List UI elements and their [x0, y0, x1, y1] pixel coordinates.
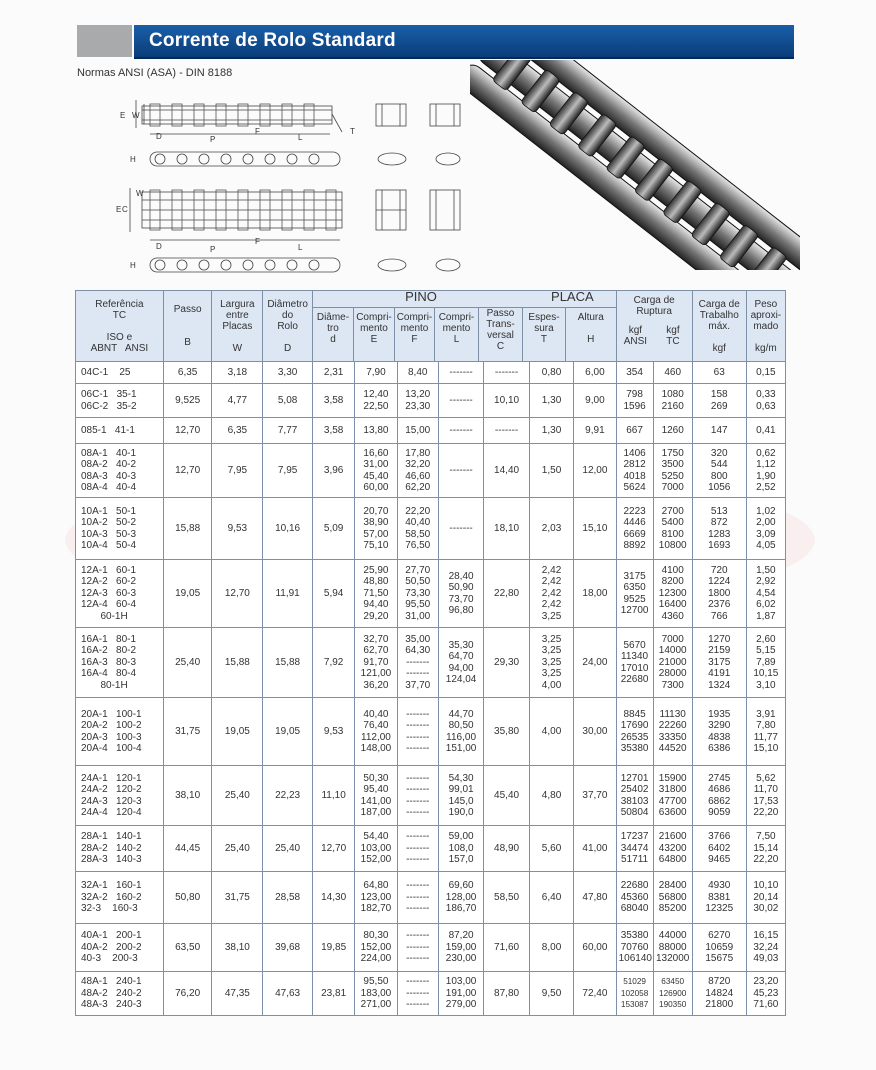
cell-ref: 10A-1 50-1 10A-2 50-2 10A-3 50-3 10A-4 50-4 [76, 498, 164, 560]
cell-altura: 12,00 [574, 444, 616, 498]
table-row [76, 418, 786, 444]
cell-diametro-rolo: 11,91 [263, 560, 313, 628]
chain-technical-drawings [110, 92, 480, 282]
cell-passo-transversal: 48,90 [484, 826, 529, 872]
cell-largura: 7,95 [212, 444, 263, 498]
cell-carga-trabalho: 147 [692, 418, 746, 444]
label-h-duplex: H [130, 261, 136, 270]
cell-kgf-ansi: 1406 2812 4018 5624 [616, 444, 653, 498]
cell-peso: 1,02 2,00 3,09 4,05 [746, 498, 785, 560]
cell-comprimento-l: 87,20 159,00 230,00 [438, 924, 483, 972]
header-kgf-ansi: kgf ANSI [623, 325, 648, 347]
header-peso-label: Peso aproxi- mado [750, 298, 782, 332]
cell-comprimento-l: 59,00 108,0 157,0 [438, 826, 483, 872]
cell-passo: 50,80 [163, 872, 212, 924]
cell-ref: 40A-1 200-1 40A-2 200-2 40-3 200-3 [76, 924, 164, 972]
label-p-duplex: P [210, 245, 216, 254]
cell-comprimento-e: 54,40 103,00 152,00 [355, 826, 397, 872]
cell-ref: 16A-1 80-1 16A-2 80-2 16A-3 80-3 16A-4 80-4 80-1H [76, 628, 164, 698]
cell-altura: 47,80 [574, 872, 616, 924]
label-d: D [156, 132, 162, 141]
cell-peso: 0,41 [746, 418, 785, 444]
chain-photo [470, 60, 800, 270]
cell-comprimento-e: 95,50 183,00 271,00 [355, 972, 397, 1016]
header-passo-transversal: Passo Trans- versal C [479, 308, 523, 361]
duplex-side-view [150, 258, 460, 272]
cell-diametro-rolo: 47,63 [263, 972, 313, 1016]
cell-diametro-rolo: 19,05 [263, 698, 313, 766]
header-comprimento-l: Compri- mento L [435, 308, 479, 361]
cell-peso: 16,15 32,24 49,03 [746, 924, 785, 972]
cell-comprimento-e: 40,40 76,40 112,00 148,00 [355, 698, 397, 766]
page-title: Corrente de Rolo Standard [149, 30, 396, 51]
cell-passo: 6,35 [163, 362, 212, 384]
header-diametro-label: Diâmetro do Rolo [267, 298, 308, 332]
label-h: H [130, 155, 136, 164]
cell-ref: 28A-1 140-1 28A-2 140-2 28A-3 140-3 [76, 826, 164, 872]
cell-largura: 47,35 [212, 972, 263, 1016]
cell-peso: 0,33 0,63 [746, 384, 785, 418]
cell-passo: 12,70 [163, 444, 212, 498]
cell-kgf-tc: 2700 5400 8100 10800 [653, 498, 692, 560]
cell-diametro-rolo: 28,58 [263, 872, 313, 924]
cell-diametro-rolo: 3,30 [263, 362, 313, 384]
cell-diametro-rolo: 22,23 [263, 766, 313, 826]
cell-altura: 9,91 [574, 418, 616, 444]
label-f: F [255, 127, 260, 136]
cell-largura: 12,70 [212, 560, 263, 628]
cell-altura: 24,00 [574, 628, 616, 698]
cell-diametro-rolo: 25,40 [263, 826, 313, 872]
cell-ref: 12A-1 60-1 12A-2 60-2 12A-3 60-3 12A-4 60-4 60-1H [76, 560, 164, 628]
cell-passo: 19,05 [163, 560, 212, 628]
cell-kgf-ansi: 51029 102058 153087 [616, 972, 653, 1016]
norms-text: Normas ANSI (ASA) - DIN 8188 [77, 67, 233, 79]
header-carga-ruptura [616, 291, 692, 362]
cell-passo-transversal: 18,10 [484, 498, 529, 560]
cell-comprimento-l: 28,40 50,90 73,70 96,80 [438, 560, 483, 628]
header-referencia [76, 291, 164, 362]
table-row [76, 972, 786, 1016]
cell-kgf-tc: 460 [653, 362, 692, 384]
cell-ref: 48A-1 240-1 48A-2 240-2 48A-3 240-3 [76, 972, 164, 1016]
header-largura-w: W [232, 342, 243, 354]
cell-passo: 25,40 [163, 628, 212, 698]
header-kgf-tc: kgf TC [666, 325, 680, 347]
table-row [76, 444, 786, 498]
cell-comprimento-f: ------- ------- ------- [397, 924, 438, 972]
cell-carga-trabalho: 320 544 800 1056 [692, 444, 746, 498]
cell-passo-transversal: ------- [484, 418, 529, 444]
header-diametro [263, 291, 313, 362]
label-e: E [120, 111, 126, 120]
table-row [76, 924, 786, 972]
cell-kgf-tc: 21600 43200 64800 [653, 826, 692, 872]
cell-diametro-rolo: 7,95 [263, 444, 313, 498]
header-peso [746, 291, 785, 362]
cell-espessura: 5,60 [529, 826, 573, 872]
cell-carga-trabalho: 1935 3290 4838 6386 [692, 698, 746, 766]
cell-comprimento-e: 20,70 38,90 57,00 75,10 [355, 498, 397, 560]
table-row [76, 698, 786, 766]
header-ref-tc: TC [112, 309, 127, 321]
cell-passo-transversal: ------- [484, 362, 529, 384]
table-row [76, 628, 786, 698]
cell-passo: 12,70 [163, 418, 212, 444]
cell-pino-diametro: 23,81 [312, 972, 354, 1016]
cell-altura: 37,70 [574, 766, 616, 826]
cell-comprimento-e: 7,90 [355, 362, 397, 384]
cell-carga-trabalho: 2745 4686 6862 9059 [692, 766, 746, 826]
cell-kgf-tc: 1260 [653, 418, 692, 444]
cell-comprimento-f: 22,20 40,40 58,50 76,50 [397, 498, 438, 560]
cell-passo: 9,525 [163, 384, 212, 418]
cell-carga-trabalho: 720 1224 1800 2376 766 [692, 560, 746, 628]
cell-comprimento-f: ------- ------- ------- ------- [397, 766, 438, 826]
cell-peso: 5,62 11,70 17,53 22,20 [746, 766, 785, 826]
cell-espessura: 8,00 [529, 924, 573, 972]
cell-espessura: 2,03 [529, 498, 573, 560]
label-p: P [210, 135, 216, 144]
cell-carga-trabalho: 6270 10659 15675 [692, 924, 746, 972]
cell-pino-diametro: 3,58 [312, 418, 354, 444]
cell-passo: 63,50 [163, 924, 212, 972]
cell-pino-diametro: 14,30 [312, 872, 354, 924]
cell-comprimento-e: 12,40 22,50 [355, 384, 397, 418]
cell-carga-trabalho: 158 269 [692, 384, 746, 418]
cell-kgf-ansi: 3175 6350 9525 12700 [616, 560, 653, 628]
cell-carga-trabalho: 4930 8381 12325 [692, 872, 746, 924]
cell-comprimento-f: 13,20 23,30 [397, 384, 438, 418]
cell-passo-transversal: 29,30 [484, 628, 529, 698]
cell-pino-diametro: 5,94 [312, 560, 354, 628]
cell-altura: 72,40 [574, 972, 616, 1016]
cell-largura: 9,53 [212, 498, 263, 560]
cell-comprimento-f: ------- ------- ------- [397, 872, 438, 924]
cell-pino-diametro: 12,70 [312, 826, 354, 872]
cell-kgf-ansi: 354 [616, 362, 653, 384]
cell-passo-transversal: 22,80 [484, 560, 529, 628]
cell-passo-transversal: 14,40 [484, 444, 529, 498]
cell-comprimento-e: 13,80 [355, 418, 397, 444]
cell-pino-diametro: 7,92 [312, 628, 354, 698]
cell-kgf-tc: 11130 22260 33350 44520 [653, 698, 692, 766]
cell-kgf-tc: 1750 3500 5250 7000 [653, 444, 692, 498]
header-carga-trabalho-label: Carga de Trabalho máx. [698, 298, 740, 332]
duplex-top-view [130, 188, 342, 240]
header-altura: Altura H [577, 312, 604, 345]
cell-comprimento-l: 54,30 99,01 145,0 190,0 [438, 766, 483, 826]
simplex-end-views [376, 104, 460, 126]
cell-kgf-ansi: 5670 11340 17010 22680 [616, 628, 653, 698]
cell-pino-diametro: 5,09 [312, 498, 354, 560]
cell-altura: 60,00 [574, 924, 616, 972]
cell-ref: 08A-1 40-1 08A-2 40-2 08A-3 40-3 08A-4 40-4 [76, 444, 164, 498]
cell-passo: 76,20 [163, 972, 212, 1016]
cell-kgf-tc: 7000 14000 21000 28000 7300 [653, 628, 692, 698]
cell-kgf-ansi: 2223 4446 6669 8892 [616, 498, 653, 560]
cell-carga-trabalho: 8720 14824 21800 [692, 972, 746, 1016]
label-w-duplex: W [136, 189, 144, 198]
cell-largura: 38,10 [212, 924, 263, 972]
cell-largura: 4,77 [212, 384, 263, 418]
header-comprimento-e: Compri- mento E [354, 308, 395, 361]
header-passo-b: B [184, 337, 191, 348]
cell-peso: 23,20 45,23 71,60 [746, 972, 785, 1016]
cell-espessura: 1,30 [529, 384, 573, 418]
cell-comprimento-f: ------- ------- ------- [397, 826, 438, 872]
label-t: T [350, 127, 355, 136]
header-passo [163, 291, 212, 362]
header-placa: PLACA [551, 289, 594, 304]
cell-passo-transversal: 71,60 [484, 924, 529, 972]
header-carga-ruptura-label: Carga de Ruptura [633, 295, 675, 317]
cell-espessura: 3,25 3,25 3,25 3,25 4,00 [529, 628, 573, 698]
label-c: C [122, 205, 128, 214]
table-row [76, 766, 786, 826]
cell-passo-transversal: 10,10 [484, 384, 529, 418]
cell-comprimento-l: ------- [438, 362, 483, 384]
header-espessura: Espes- sura T [523, 308, 566, 361]
cell-passo-transversal: 87,80 [484, 972, 529, 1016]
cell-peso: 7,50 15,14 22,20 [746, 826, 785, 872]
cell-passo: 44,45 [163, 826, 212, 872]
cell-espessura: 0,80 [529, 362, 573, 384]
cell-altura: 41,00 [574, 826, 616, 872]
cell-carga-trabalho: 63 [692, 362, 746, 384]
header-largura [212, 291, 263, 362]
cell-comprimento-l: ------- [438, 444, 483, 498]
cell-comprimento-l: ------- [438, 384, 483, 418]
cell-espessura: 9,50 [529, 972, 573, 1016]
cell-carga-trabalho: 1270 2159 3175 4191 1324 [692, 628, 746, 698]
table-row [76, 872, 786, 924]
cell-comprimento-l: 35,30 64,70 94,00 124,04 [438, 628, 483, 698]
cell-peso: 0,62 1,12 1,90 2,52 [746, 444, 785, 498]
cell-comprimento-l: 103,00 191,00 279,00 [438, 972, 483, 1016]
cell-pino-diametro: 3,58 [312, 384, 354, 418]
label-e-duplex: E [116, 205, 122, 214]
cell-passo: 15,88 [163, 498, 212, 560]
header-carga-trabalho [692, 291, 746, 362]
cell-espessura: 4,80 [529, 766, 573, 826]
spec-table-body [76, 362, 786, 1016]
cell-pino-diametro: 2,31 [312, 362, 354, 384]
cell-kgf-ansi: 22680 45360 68040 [616, 872, 653, 924]
cell-comprimento-e: 80,30 152,00 224,00 [355, 924, 397, 972]
cell-comprimento-e: 16,60 31,00 45,40 60,00 [355, 444, 397, 498]
cell-kgf-tc: 63450 126900 190350 [653, 972, 692, 1016]
cell-peso: 3,91 7,80 11,77 15,10 [746, 698, 785, 766]
cell-kgf-ansi: 798 1596 [616, 384, 653, 418]
cell-espessura: 6,40 [529, 872, 573, 924]
cell-peso: 1,50 2,92 4,54 6,02 1,87 [746, 560, 785, 628]
cell-espessura: 2,42 2,42 2,42 2,42 3,25 [529, 560, 573, 628]
cell-kgf-ansi: 35380 70760 106140 [616, 924, 653, 972]
cell-largura: 19,05 [212, 698, 263, 766]
cell-espessura: 4,00 [529, 698, 573, 766]
table-row [76, 498, 786, 560]
title-gray-block [77, 25, 132, 57]
cell-pino-diametro: 3,96 [312, 444, 354, 498]
cell-comprimento-f: 27,70 50,50 73,30 95,50 31,00 [397, 560, 438, 628]
cell-largura: 31,75 [212, 872, 263, 924]
cell-kgf-ansi: 12701 25402 38103 50804 [616, 766, 653, 826]
cell-pino-diametro: 11,10 [312, 766, 354, 826]
cell-diametro-rolo: 10,16 [263, 498, 313, 560]
cell-kgf-ansi: 8845 17690 26535 35380 [616, 698, 653, 766]
header-pino-diametro: Diâme- tro d [313, 308, 354, 361]
label-f-duplex: F [255, 237, 260, 246]
header-largura-label: Largura entre Placas [220, 298, 255, 332]
cell-largura: 3,18 [212, 362, 263, 384]
cell-largura: 6,35 [212, 418, 263, 444]
cell-comprimento-l: 44,70 80,50 116,00 151,00 [438, 698, 483, 766]
cell-kgf-tc: 15900 31800 47700 63600 [653, 766, 692, 826]
cell-diametro-rolo: 39,68 [263, 924, 313, 972]
cell-espessura: 1,30 [529, 418, 573, 444]
cell-comprimento-f: 35,00 64,30 ------- ------- 37,70 [397, 628, 438, 698]
cell-carga-trabalho: 513 872 1283 1693 [692, 498, 746, 560]
header-carga-trabalho-kgf: kgf [712, 342, 726, 354]
cell-ref: 32A-1 160-1 32A-2 160-2 32-3 160-3 [76, 872, 164, 924]
cell-altura: 9,00 [574, 384, 616, 418]
cell-altura: 6,00 [574, 362, 616, 384]
cell-ref: 24A-1 120-1 24A-2 120-2 24A-3 120-3 24A-4 120-4 [76, 766, 164, 826]
cell-altura: 18,00 [574, 560, 616, 628]
spec-table [75, 290, 786, 1016]
cell-comprimento-e: 50,30 95,40 141,00 187,00 [355, 766, 397, 826]
cell-pino-diametro: 9,53 [312, 698, 354, 766]
cell-passo-transversal: 58,50 [484, 872, 529, 924]
table-row [76, 826, 786, 872]
label-d-duplex: D [156, 242, 162, 251]
cell-diametro-rolo: 7,77 [263, 418, 313, 444]
table-row [76, 362, 786, 384]
header-peso-kgm: kg/m [755, 342, 777, 354]
cell-comprimento-f: 8,40 [397, 362, 438, 384]
header-passo-label: Passo [173, 304, 202, 315]
cell-passo-transversal: 35,80 [484, 698, 529, 766]
simplex-top-view [136, 100, 342, 132]
cell-ref: 04C-1 25 [76, 362, 164, 384]
cell-kgf-tc: 28400 56800 85200 [653, 872, 692, 924]
cell-comprimento-e: 64,80 123,00 182,70 [355, 872, 397, 924]
cell-comprimento-l: 69,60 128,00 186,70 [438, 872, 483, 924]
title-bar [77, 25, 794, 57]
cell-largura: 25,40 [212, 766, 263, 826]
cell-espessura: 1,50 [529, 444, 573, 498]
header-diametro-d: D [283, 342, 292, 354]
cell-largura: 25,40 [212, 826, 263, 872]
label-w: W [132, 111, 140, 120]
header-iso: ISO e [106, 331, 133, 343]
cell-kgf-ansi: 17237 34474 51711 [616, 826, 653, 872]
table-row [76, 560, 786, 628]
cell-comprimento-f: 17,80 32,20 46,60 62,20 [397, 444, 438, 498]
cell-ref: 20A-1 100-1 20A-2 100-2 20A-3 100-3 20A-4 100-4 [76, 698, 164, 766]
label-l: L [298, 133, 303, 142]
header-pino-placa-group [312, 291, 616, 362]
cell-ref: 06C-1 35-1 06C-2 35-2 [76, 384, 164, 418]
cell-comprimento-l: ------- [438, 418, 483, 444]
cell-passo-transversal: 45,40 [484, 766, 529, 826]
cell-comprimento-e: 25,90 48,80 71,50 94,40 29,20 [355, 560, 397, 628]
cell-altura: 30,00 [574, 698, 616, 766]
simplex-side-view [150, 152, 460, 166]
cell-peso: 10,10 20,14 30,02 [746, 872, 785, 924]
cell-comprimento-f: ------- ------- ------- ------- [397, 698, 438, 766]
cell-passo: 31,75 [163, 698, 212, 766]
cell-carga-trabalho: 3766 6402 9465 [692, 826, 746, 872]
header-comprimento-f: Compri- mento F [395, 308, 435, 361]
cell-comprimento-e: 32,70 62,70 91,70 121,00 36,20 [355, 628, 397, 698]
label-l-duplex: L [298, 243, 303, 252]
cell-comprimento-f: ------- ------- ------- [397, 972, 438, 1016]
cell-peso: 0,15 [746, 362, 785, 384]
header-ref-top: Referência [95, 298, 144, 310]
duplex-end-views [376, 190, 460, 230]
cell-kgf-tc: 44000 88000 132000 [653, 924, 692, 972]
cell-kgf-tc: 4100 8200 12300 16400 4360 [653, 560, 692, 628]
header-pino: PINO [405, 289, 437, 304]
cell-kgf-tc: 1080 2160 [653, 384, 692, 418]
cell-ref: 085-1 41-1 [76, 418, 164, 444]
cell-pino-diametro: 19,85 [312, 924, 354, 972]
cell-largura: 15,88 [212, 628, 263, 698]
cell-diametro-rolo: 5,08 [263, 384, 313, 418]
cell-passo: 38,10 [163, 766, 212, 826]
cell-comprimento-f: 15,00 [397, 418, 438, 444]
table-row [76, 384, 786, 418]
cell-diametro-rolo: 15,88 [263, 628, 313, 698]
cell-comprimento-l: ------- [438, 498, 483, 560]
cell-altura: 15,10 [574, 498, 616, 560]
cell-peso: 2,60 5,15 7,89 10,15 3,10 [746, 628, 785, 698]
cell-kgf-ansi: 667 [616, 418, 653, 444]
header-abnt-ansi: ABNT ANSI [90, 342, 149, 354]
